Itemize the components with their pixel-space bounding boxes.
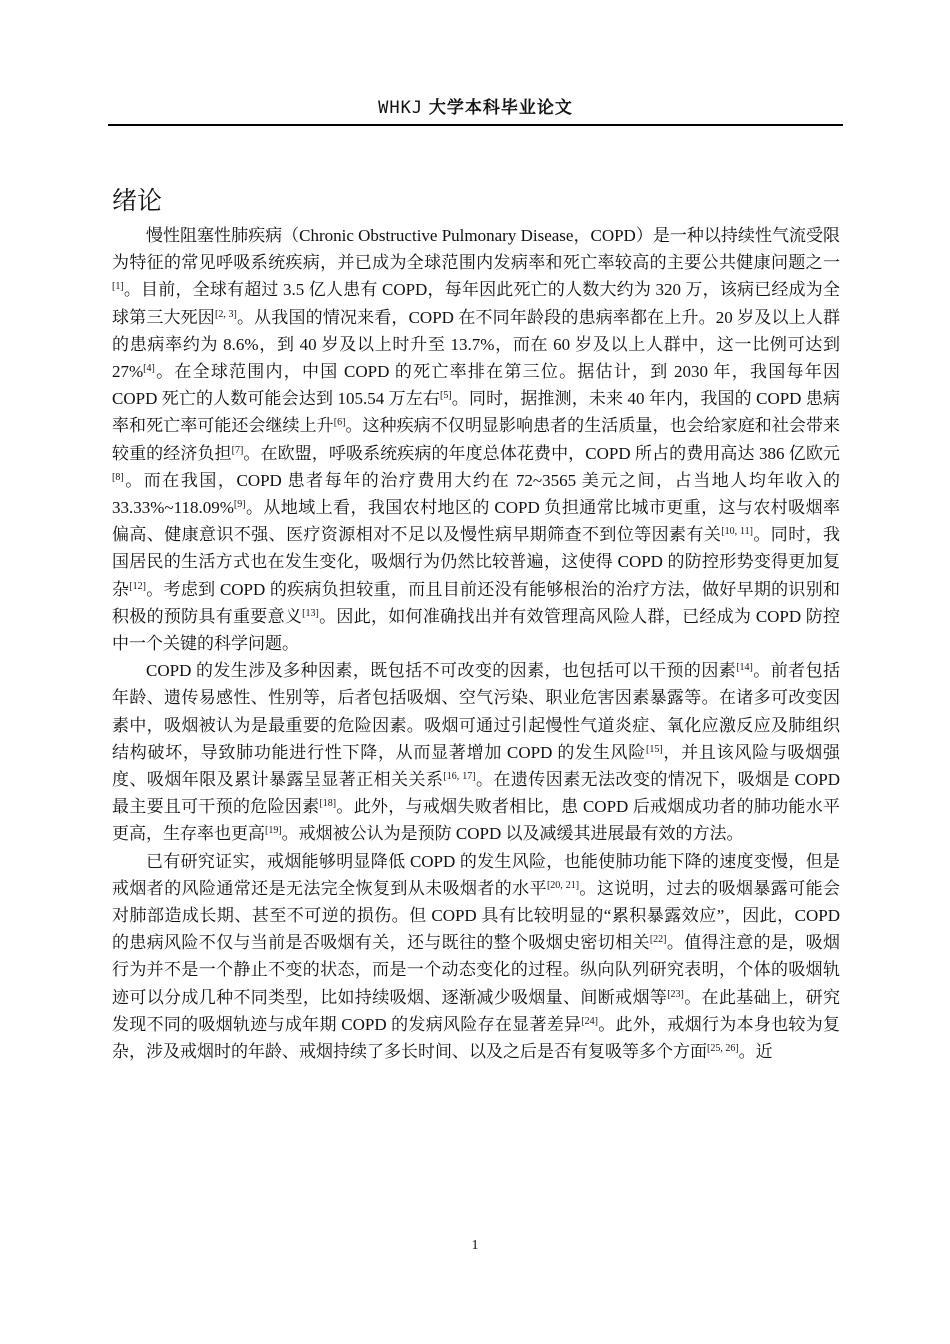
paragraph-3 <box>112 848 840 1066</box>
citation: [1] <box>112 281 124 293</box>
citation: [15] <box>646 743 663 755</box>
citation: [23] <box>667 988 684 1000</box>
header-title: 大学本科毕业论文 <box>428 98 573 118</box>
citation: [6] <box>333 417 346 429</box>
citation: [19] <box>265 825 282 837</box>
citation: [20, 21] <box>546 879 580 891</box>
paragraph-text: 。前者包括年龄、遗传易感性、性别等，后者包括吸烟、空气污染、职业危害因素暴露等。在诸多可改变因素中，吸烟被认为是最重要的危险因素。吸烟可通过引起慢性气道炎症、氧化应激反应及肺组织结构破坏，导致肺功能进行性下降，从而显著增加 COPD 的发生风险 <box>112 661 840 762</box>
section-title: 绪论 <box>112 186 163 215</box>
paragraph-text: 。考虑到 COPD 的疾病负担较重，而且目前还没有能够根治的治疗方法，做好早期的识别和积极的预防具有重要意义 <box>112 579 840 626</box>
paragraph-text: 。而在我国，COPD 患者每年的治疗费用大约在 72~3565 美元之间，占当地人均年收入的 33.33%~118.09% <box>112 470 840 518</box>
citation: [8] <box>112 471 124 483</box>
paragraph-text: 。近 <box>738 1042 773 1062</box>
citation: [9] <box>233 499 246 511</box>
citation: [2, 3] <box>214 308 237 320</box>
paragraph-text: 。同时，我国居民的生活方式也在发生变化，吸烟行为仍然比较普遍，这使得 COPD 的防控形势变得更加复杂 <box>112 525 841 599</box>
paragraph-text: 。戒烟被公认为是预防 COPD 以及减缓其进展最有效的方法。 <box>281 824 744 844</box>
citation: [14] <box>736 662 753 674</box>
running-header <box>108 92 843 126</box>
paragraph-text: 。这说明，过去的吸烟暴露可能会对肺部造成长期、甚至不可逆的损伤。但 COPD 具有比较明显的“累积暴露效应”，因此，COPD 的患病风险不仅与当前是否吸烟有关，还与既往的整个吸烟史密切相关 <box>112 878 841 953</box>
citation: [12] <box>129 580 146 592</box>
citation: [5] <box>440 390 452 402</box>
paragraph-text: 。此外，与戒烟失败者相比，患 COPD 后戒烟成功者的肺功能水平更高，生存率也更高 <box>112 797 840 844</box>
paragraph-text: 。值得注意的是，吸烟行为并不是一个静止不变的状态，而是一个动态变化的过程。纵向队列研究表明，个体的吸烟轨迹可以分成几种不同类型，比如持续吸烟、逐渐减少吸烟量、间断戒烟等 <box>112 933 841 1007</box>
paragraph-text: 。在欧盟，呼吸系统疾病的年度总体花费中，COPD 所占的费用高达 386 亿欧元 <box>243 443 840 463</box>
paragraph-text: 。因此，如何准确找出并有效管理高风险人群，已经成为 COPD 防控中一个关键的科学问题。 <box>112 606 840 654</box>
paragraph-text: COPD 的发生涉及多种因素，既包括不可改变的因素，也包括可以干预的因素 <box>146 661 737 681</box>
citation: [10, 11] <box>721 526 753 538</box>
paragraph-text: ，并且该风险与吸烟强度、吸烟年限及累计暴露呈显著正相关关系 <box>112 742 840 790</box>
paragraph-text: 。从我国的情况来看，COPD 在不同年龄段的患病率都在上升。20 岁及以上人群的患病率约为 8.6%，到 40 岁及以上时升至 13.7%，而在 60 岁及以上人群中，这一比例可达到 27% <box>112 307 840 382</box>
paragraph-text: 。在此基础上，研究发现不同的吸烟轨迹与成年期 COPD 的发病风险存在显著差异 <box>112 987 841 1034</box>
paragraph-2 <box>112 657 840 847</box>
citation: [22] <box>649 934 667 946</box>
paragraph-text: 。同时，据推测，未来 40 年内，我国的 COPD 患病率和死亡率可能还会继续上升 <box>112 389 840 436</box>
citation: [16, 17] <box>443 771 476 783</box>
paragraph-text: 。此外，戒烟行为本身也较为复杂，涉及戒烟时的年龄、戒烟持续了多长时间、以及之后是否有复吸等多个方面 <box>112 1014 840 1062</box>
citation: [24] <box>581 1015 598 1027</box>
paragraph-1 <box>112 222 840 657</box>
citation: [25, 26] <box>707 1043 739 1055</box>
citation: [7] <box>231 444 244 456</box>
header-prefix: WHKJ <box>378 98 424 118</box>
paragraph-text: 。这种疾病不仅明显影响患者的生活质量，也会给家庭和社会带来较重的经济负担 <box>112 416 841 463</box>
citation: [13] <box>302 607 319 619</box>
paragraph-text: 。在全球范围内，中国 COPD 的死亡率排在第三位。据估计，到 2030 年，我国每年因 COPD 死亡的人数可能会达到 105.54 万左右 <box>112 362 840 409</box>
body-text <box>112 222 840 1065</box>
citation: [4] <box>143 363 155 375</box>
paragraph-text: 已有研究证实，戒烟能够明显降低 COPD 的发生风险，也能使肺功能下降的速度变慢，但是戒烟者的风险通常还是无法完全恢复到从未吸烟者的水平 <box>112 851 840 898</box>
page-number: 1 <box>471 1238 479 1253</box>
paragraph-text: 。从地域上看，我国农村地区的 COPD 负担通常比城市更重，这与农村吸烟率偏高、健康意识不强、医疗资源相对不足以及慢性病早期筛查不到位等因素有关 <box>112 498 840 545</box>
paragraph-text: 。目前，全球有超过 3.5 亿人患有 COPD，每年因此死亡的人数大约为 320 万，该病已经成为全球第三大死因 <box>112 280 840 327</box>
paragraph-text: 。在遗传因素无法改变的情况下，吸烟是 COPD 最主要且可干预的危险因素 <box>112 770 840 817</box>
paragraph-text: 慢性阻塞性肺疾病（Chronic Obstructive Pulmonary Disease，COPD）是一种以持续性气流受限为特征的常见呼吸系统疾病，并已成为全球范围内发病率和死亡率较高的主要公共健康问题之一 <box>112 226 840 273</box>
citation: [18] <box>319 798 337 810</box>
